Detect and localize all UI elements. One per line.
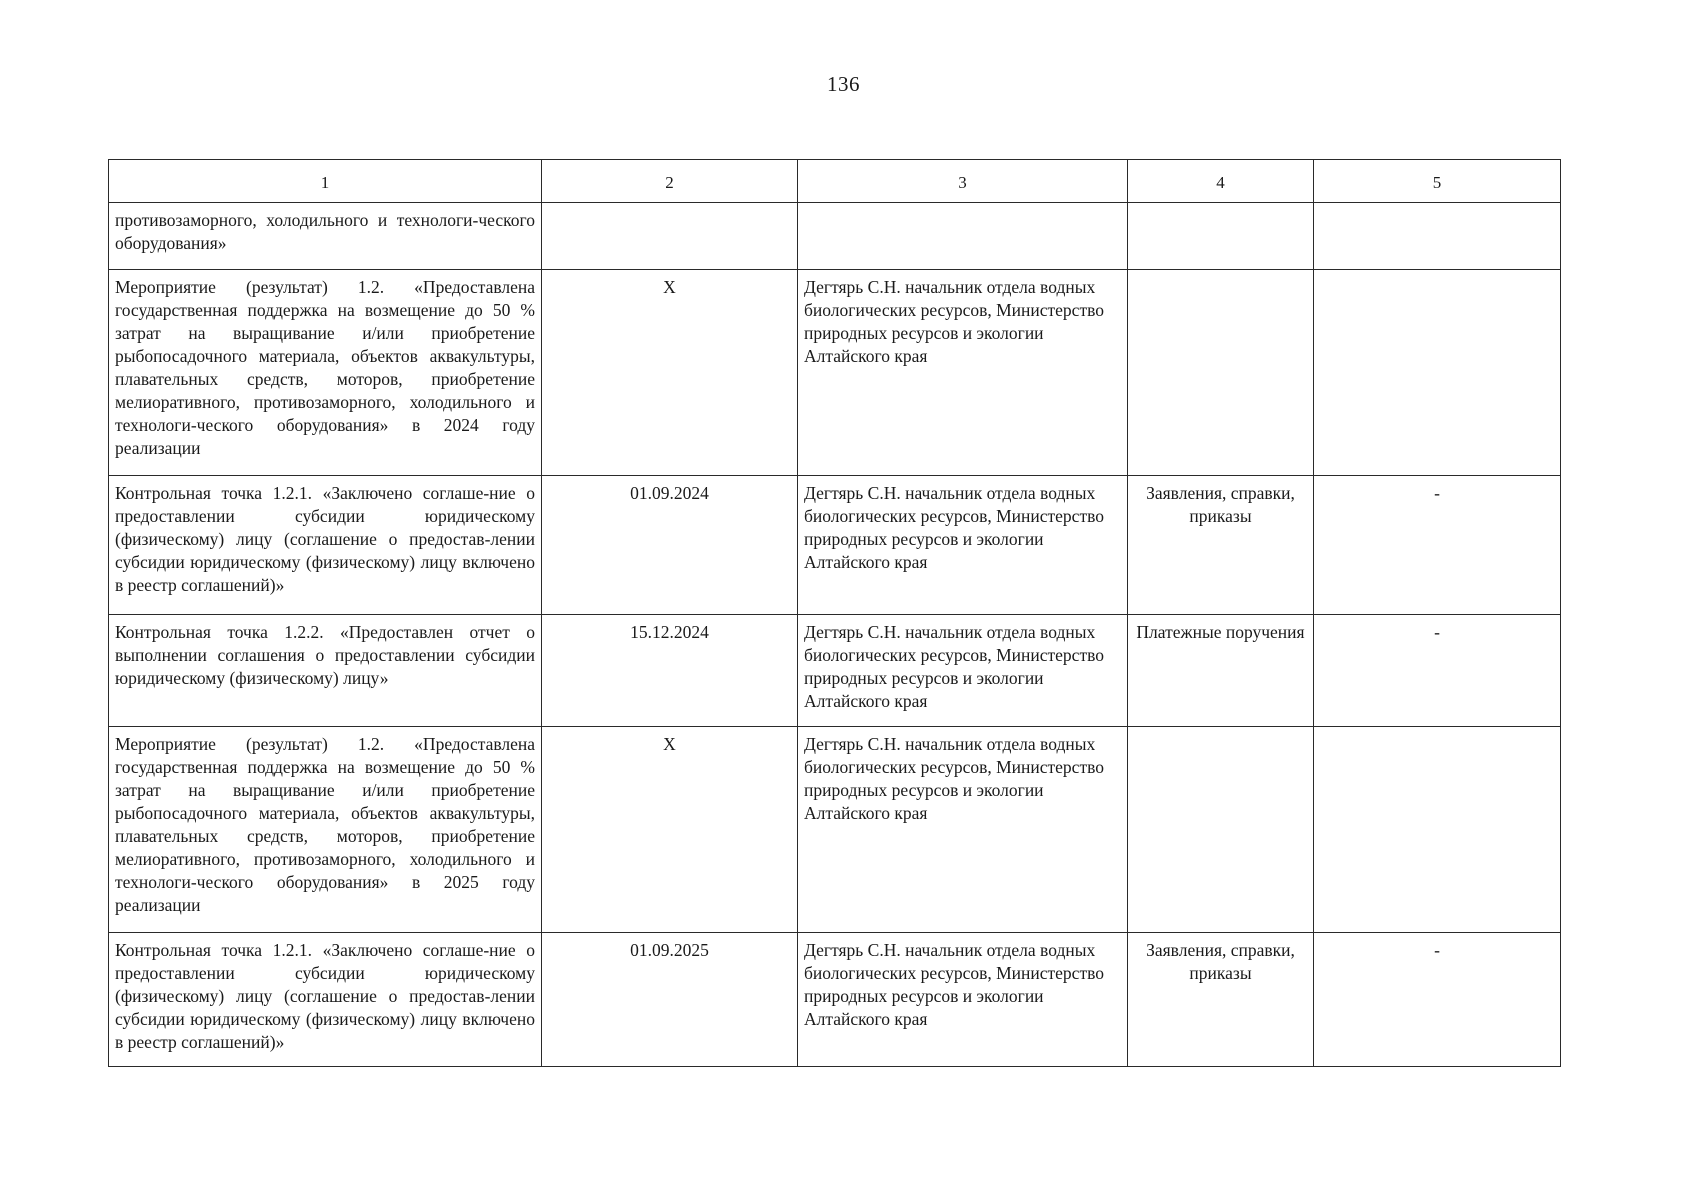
cell-date: X <box>542 727 798 933</box>
cell-documents <box>1128 270 1314 476</box>
cell-note <box>1314 270 1561 476</box>
cell-documents: Платежные поручения <box>1128 615 1314 727</box>
cell-responsible <box>798 203 1128 270</box>
column-header-4: 4 <box>1128 160 1314 203</box>
cell-activity: Контрольная точка 1.2.1. «Заключено соглаше-ние о предоставлении субсидии юридическому (физическому) лицу (соглашение о предостав-лении субсидии юридическому (физическому) лицу включено в реестр соглашений)» <box>109 476 542 615</box>
plan-table <box>108 159 1561 1067</box>
cell-activity: противозаморного, холодильного и технологи-ческого оборудования» <box>109 203 542 270</box>
cell-responsible: Дегтярь С.Н. начальник отдела водных биологических ресурсов, Министерство природных ресурсов и экологии Алтайского края <box>798 270 1128 476</box>
table-row <box>109 727 1561 933</box>
cell-date: 01.09.2024 <box>542 476 798 615</box>
table-row <box>109 933 1561 1067</box>
cell-responsible: Дегтярь С.Н. начальник отдела водных биологических ресурсов, Министерство природных ресурсов и экологии Алтайского края <box>798 727 1128 933</box>
table-header-row <box>109 160 1561 203</box>
column-header-1: 1 <box>109 160 542 203</box>
cell-note: - <box>1314 615 1561 727</box>
column-header-3: 3 <box>798 160 1128 203</box>
cell-documents: Заявления, справки, приказы <box>1128 476 1314 615</box>
table-row <box>109 615 1561 727</box>
cell-documents <box>1128 203 1314 270</box>
page-number: 136 <box>827 72 860 96</box>
column-header-2: 2 <box>542 160 798 203</box>
table-row <box>109 203 1561 270</box>
cell-date: 15.12.2024 <box>542 615 798 727</box>
cell-note: - <box>1314 476 1561 615</box>
cell-note <box>1314 203 1561 270</box>
cell-date: 01.09.2025 <box>542 933 798 1067</box>
cell-responsible: Дегтярь С.Н. начальник отдела водных биологических ресурсов, Министерство природных ресурсов и экологии Алтайского края <box>798 615 1128 727</box>
cell-activity: Мероприятие (результат) 1.2. «Предоставлена государственная поддержка на возмещение до 50 % затрат на выращивание и/или приобретение рыбопосадочного материала, объектов аквакультуры, плавательных средств, моторов, приобретение мелиоративного, противозаморного, холодильного и технологи-ческого оборудования» в 2024 году реализации <box>109 270 542 476</box>
table-row <box>109 270 1561 476</box>
cell-responsible: Дегтярь С.Н. начальник отдела водных биологических ресурсов, Министерство природных ресурсов и экологии Алтайского края <box>798 933 1128 1067</box>
cell-activity: Мероприятие (результат) 1.2. «Предоставлена государственная поддержка на возмещение до 50 % затрат на выращивание и/или приобретение рыбопосадочного материала, объектов аквакультуры, плавательных средств, моторов, приобретение мелиоративного, противозаморного, холодильного и технологи-ческого оборудования» в 2025 году реализации <box>109 727 542 933</box>
cell-responsible: Дегтярь С.Н. начальник отдела водных биологических ресурсов, Министерство природных ресурсов и экологии Алтайского края <box>798 476 1128 615</box>
table-row <box>109 476 1561 615</box>
cell-note <box>1314 727 1561 933</box>
cell-activity: Контрольная точка 1.2.1. «Заключено соглаше-ние о предоставлении субсидии юридическому (физическому) лицу (соглашение о предостав-лении субсидии юридическому (физическому) лицу включено в реестр соглашений)» <box>109 933 542 1067</box>
column-header-5: 5 <box>1314 160 1561 203</box>
cell-note: - <box>1314 933 1561 1067</box>
cell-documents <box>1128 727 1314 933</box>
cell-documents: Заявления, справки, приказы <box>1128 933 1314 1067</box>
cell-activity: Контрольная точка 1.2.2. «Предоставлен отчет о выполнении соглашения о предоставлении субсидии юридическому (физическому) лицу» <box>109 615 542 727</box>
cell-date <box>542 203 798 270</box>
cell-date: X <box>542 270 798 476</box>
